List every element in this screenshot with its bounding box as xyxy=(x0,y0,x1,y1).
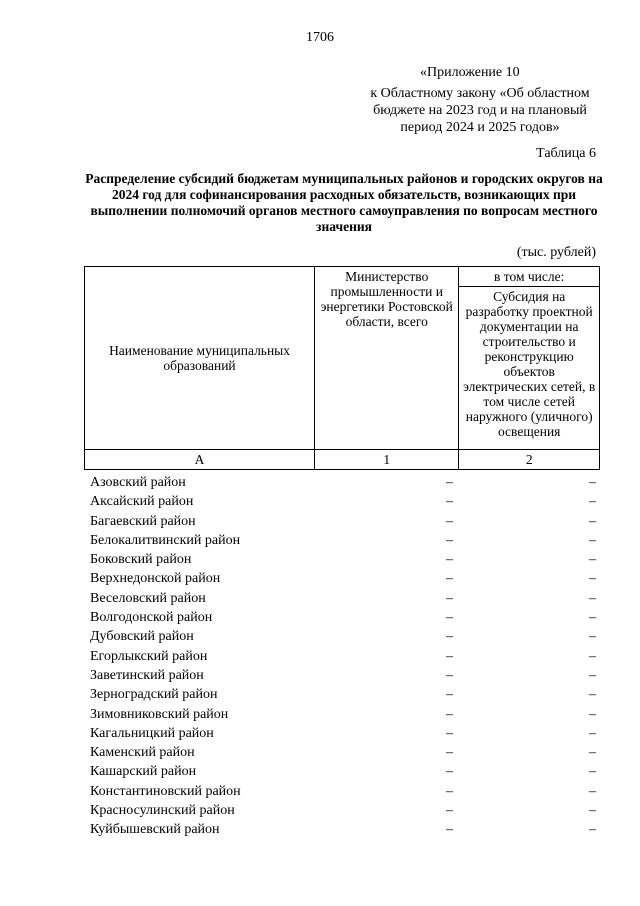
row-value-2: – xyxy=(589,610,596,626)
row-value-1: – xyxy=(446,803,453,819)
row-value-2: – xyxy=(589,745,596,761)
row-value-2: – xyxy=(589,494,596,510)
row-name: Азовский район xyxy=(90,475,186,490)
row-value-1: – xyxy=(446,783,453,799)
header-index-1: 1 xyxy=(315,450,459,470)
table-row xyxy=(90,550,596,569)
row-value-1: – xyxy=(446,764,453,780)
table-row xyxy=(90,801,596,820)
table-row xyxy=(90,743,596,762)
header-including-label: в том числе: xyxy=(459,267,600,287)
row-value-1: – xyxy=(446,745,453,761)
appendix-reference: к Областному закону «Об областном бюджете на 2023 год и на плановый период 2024 и 2025 годов» xyxy=(370,86,590,135)
table-row xyxy=(90,531,596,550)
table-row xyxy=(90,762,596,781)
table-row xyxy=(90,647,596,666)
row-value-2: – xyxy=(589,725,596,741)
row-name: Зимовниковский район xyxy=(90,706,229,722)
row-value-2: – xyxy=(589,532,596,548)
header-ministry-column: Министерство промышленности и энергетики Ростовской области, всего xyxy=(315,267,459,450)
page-number: 1706 xyxy=(306,30,334,45)
row-value-2: – xyxy=(589,764,596,780)
table-row xyxy=(90,685,596,704)
row-value-1: – xyxy=(446,552,453,568)
row-value-2: – xyxy=(589,552,596,568)
header-index-a: А xyxy=(85,450,315,470)
row-value-1: – xyxy=(446,610,453,626)
row-value-2: – xyxy=(589,629,596,645)
row-value-1: – xyxy=(446,687,453,703)
row-name: Егорлыкский район xyxy=(90,648,208,664)
row-value-2: – xyxy=(589,667,596,683)
row-value-2: – xyxy=(589,687,596,703)
row-name: Багаевский район xyxy=(90,513,196,529)
row-value-2: – xyxy=(589,822,596,838)
row-name: Волгодонской район xyxy=(90,610,213,626)
table-row xyxy=(90,492,596,511)
row-name: Заветинский район xyxy=(90,667,204,683)
table-row xyxy=(90,820,596,839)
table-row xyxy=(90,782,596,801)
row-value-2: – xyxy=(589,590,596,606)
table-header xyxy=(84,266,600,470)
table-label: Таблица 6 xyxy=(536,146,596,161)
appendix-title: «Приложение 10 xyxy=(420,65,520,80)
row-value-1: – xyxy=(446,822,453,838)
header-name-column: Наименование муниципальных образований xyxy=(85,267,315,450)
table-row xyxy=(90,724,596,743)
row-value-1: – xyxy=(446,571,453,587)
table-row xyxy=(90,589,596,608)
table-row xyxy=(90,627,596,646)
row-name: Куйбышевский район xyxy=(90,822,220,838)
table-row xyxy=(90,569,596,588)
row-name: Дубовский район xyxy=(90,629,194,645)
row-name: Аксайский район xyxy=(90,494,194,510)
table-row xyxy=(90,666,596,685)
row-name: Кашарский район xyxy=(90,764,197,780)
row-name: Красносулинский район xyxy=(90,803,235,819)
row-name: Веселовский район xyxy=(90,590,206,606)
row-value-1: – xyxy=(446,648,453,664)
row-value-2: – xyxy=(589,648,596,664)
row-value-2: – xyxy=(589,803,596,819)
row-value-2: – xyxy=(589,783,596,799)
row-value-1: – xyxy=(446,513,453,529)
units-label: (тыс. рублей) xyxy=(516,245,596,260)
row-value-1: – xyxy=(446,629,453,645)
table-body xyxy=(90,473,596,840)
row-value-1: – xyxy=(446,667,453,683)
row-name: Верхнедонской район xyxy=(90,571,221,587)
row-name: Каменский район xyxy=(90,745,195,761)
table-row xyxy=(90,705,596,724)
header-index-2: 2 xyxy=(459,450,600,470)
row-value-2: – xyxy=(589,706,596,722)
header-subsidy-column: Субсидия на разработку проектной документации на строительство и реконструкцию объектов электрических сетей, в том числе сетей наружного (уличного) освещения xyxy=(459,287,600,450)
row-value-2: – xyxy=(589,513,596,529)
table-row xyxy=(90,473,596,492)
row-name: Константиновский район xyxy=(90,783,241,799)
row-value-1: – xyxy=(446,475,453,490)
document-heading: Распределение субсидий бюджетам муниципальных районов и городских округов на 2024 год для софинансирования расходных обязательств, возникающих при выполнении полномочий органов местного самоуправления по вопросам местного значения xyxy=(85,171,603,234)
table-row xyxy=(90,512,596,531)
row-name: Боковский район xyxy=(90,552,192,568)
row-value-2: – xyxy=(589,475,596,490)
row-name: Зерноградский район xyxy=(90,687,218,703)
row-value-1: – xyxy=(446,706,453,722)
row-name: Белокалитвинский район xyxy=(90,532,241,548)
row-value-1: – xyxy=(446,494,453,510)
row-value-1: – xyxy=(446,590,453,606)
row-value-2: – xyxy=(589,571,596,587)
table-row xyxy=(90,608,596,627)
row-value-1: – xyxy=(446,532,453,548)
appendix-block xyxy=(360,64,600,136)
row-value-1: – xyxy=(446,725,453,741)
row-name: Кагальницкий район xyxy=(90,725,214,741)
